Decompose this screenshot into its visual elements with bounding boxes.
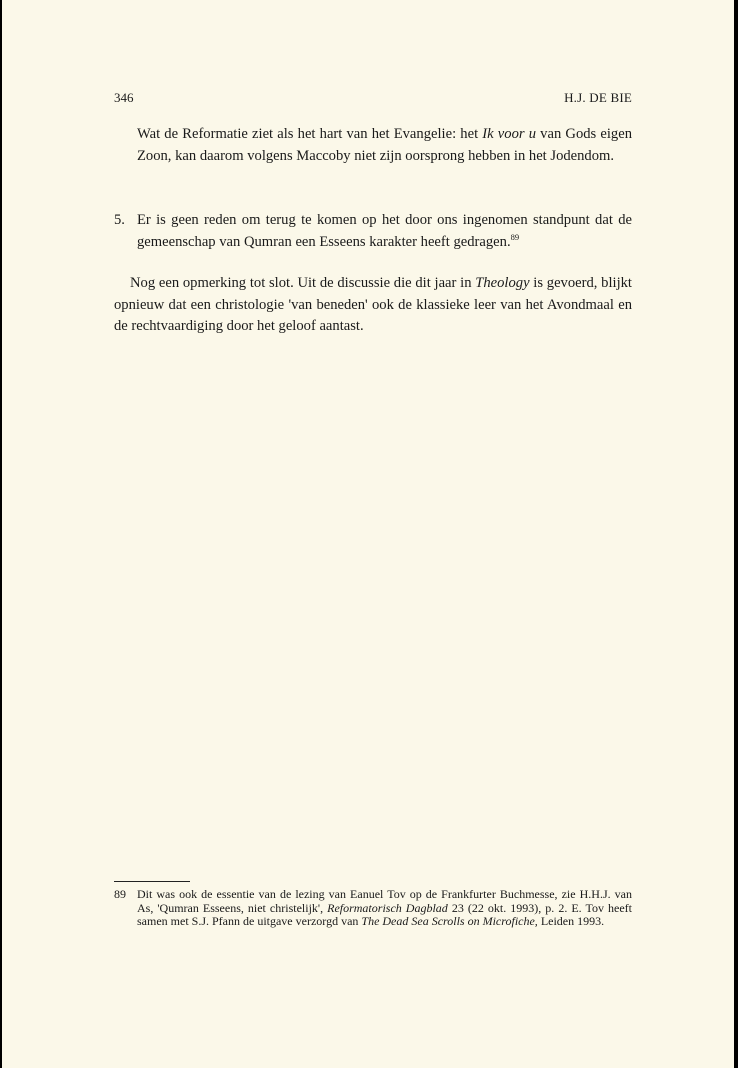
paragraph-reformatie xyxy=(137,124,632,167)
paragraph-italic: Theology xyxy=(475,275,530,291)
paragraph-closing-remark xyxy=(114,273,632,338)
footnote-reference: 89 xyxy=(510,231,520,242)
numbered-item-5 xyxy=(114,210,632,253)
page-sheet xyxy=(2,0,734,1068)
footnote-text: 23 (22 okt. 1993), p. 2. E. Tov heeft samen met S.J. Pfann de uitgave verzorgd van xyxy=(137,900,632,929)
paragraph-text: Nog een opmerking tot slot. Uit de discussie die dit jaar in xyxy=(130,275,476,291)
paragraph-text: is gevoerd, blijkt opnieuw dat een christologie 'van beneden' ook de klassieke leer van het Avondmaal en de rechtvaardiging door het geloof aantast. xyxy=(114,275,632,334)
paragraph-italic: Ik voor u xyxy=(482,126,537,142)
footnote-italic: Reformatorisch Dagblad xyxy=(327,900,448,915)
paragraph-text: van Gods eigen Zoon, kan daarom volgens Maccoby niet zijn oorsprong hebben in het Jodendom. xyxy=(137,126,632,164)
scan-border-right xyxy=(734,0,738,1068)
item-text: Er is geen reden om terug te komen op het door ons ingenomen standpunt dat de gemeenschap van Qumran een Esseens karakter heeft gedragen. xyxy=(137,212,632,250)
footnote-text: Leiden 1993. xyxy=(537,914,605,929)
footnote-italic: The Dead Sea Scrolls on Microfiche, xyxy=(361,914,538,929)
footnote-89 xyxy=(114,888,632,929)
item-body xyxy=(137,210,632,253)
page-number: 346 xyxy=(114,90,134,105)
running-title: H.J. DE BIE xyxy=(564,90,632,105)
item-number: 5. xyxy=(114,212,125,228)
footnote-separator xyxy=(114,881,190,882)
footnote-text: Dit was ook de essentie van de lezing van Eanuel Tov op de Frankfurter Buchmesse, zie H.H.J. van As, 'Qumran Esseens, niet christelijk', xyxy=(137,887,632,915)
paragraph-text: Wat de Reformatie ziet als het hart van het Evangelie: het xyxy=(137,126,483,142)
footnote-body xyxy=(137,888,632,929)
footnote-number: 89 xyxy=(114,887,126,901)
